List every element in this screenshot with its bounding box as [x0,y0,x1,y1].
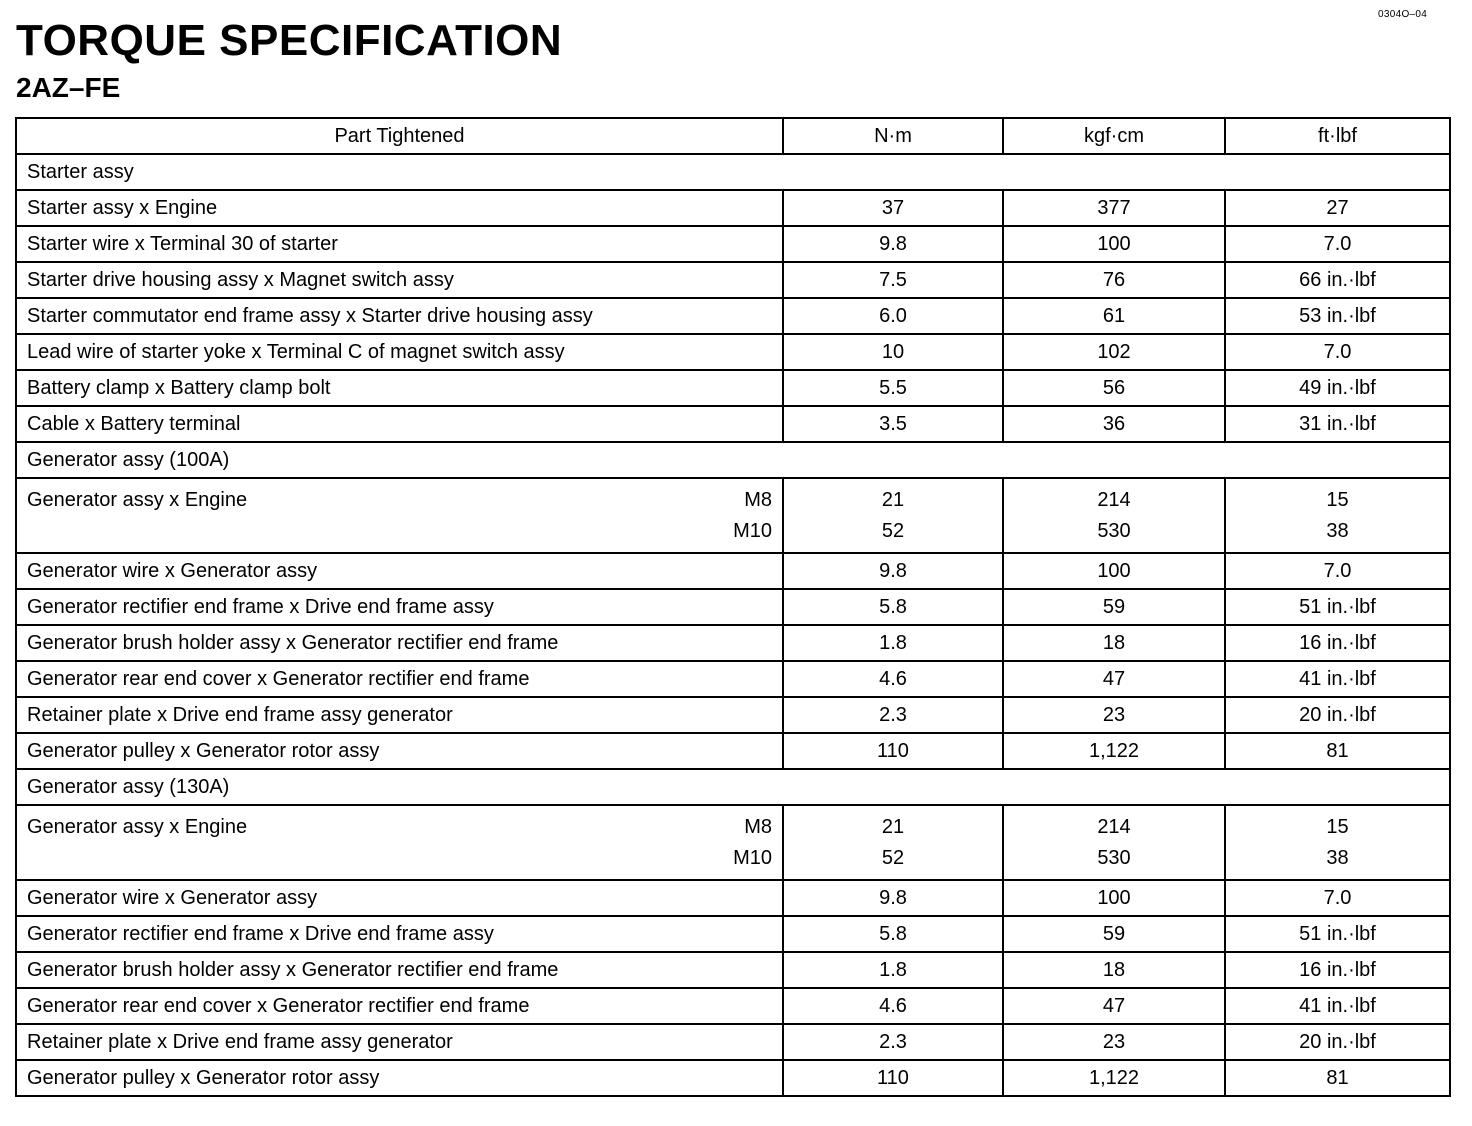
kgf-value: 102 [1003,334,1225,370]
section-row [16,769,1450,805]
ft-value: 38 [1326,519,1349,542]
kgf-value: 214 [1097,815,1131,838]
kgf-value: 18 [1003,625,1225,661]
ft-value: 41 in.·lbf [1225,661,1450,697]
part-name: Retainer plate x Drive end frame assy generator [16,697,783,733]
nm-value: 110 [783,1060,1003,1096]
ft-value: 38 [1326,846,1349,869]
table-row [16,805,1450,880]
section-row [16,442,1450,478]
ft-value: 31 in.·lbf [1225,406,1450,442]
part-name: Battery clamp x Battery clamp bolt [16,370,783,406]
part-name: Generator assy x Engine [27,815,248,838]
kgf-value: 23 [1003,697,1225,733]
nm-value: 3.5 [783,406,1003,442]
section-title: Generator assy (130A) [16,769,1450,805]
part-name: Starter commutator end frame assy x Starter drive housing assy [16,298,783,334]
kgf-value: 56 [1003,370,1225,406]
table-row [16,625,1450,661]
part-with-sizes [27,812,772,874]
ft-value: 81 [1225,733,1450,769]
part-name: Generator brush holder assy x Generator rectifier end frame [16,952,783,988]
ft-value: 7.0 [1225,226,1450,262]
table-row [16,478,1450,553]
kgf-cell [1003,478,1225,553]
kgf-value: 47 [1003,661,1225,697]
nm-value: 37 [783,190,1003,226]
table-row [16,952,1450,988]
nm-value: 52 [881,846,905,869]
header-kgf-cm: kgf·cm [1003,118,1225,154]
ft-value: 16 in.·lbf [1225,952,1450,988]
nm-value: 110 [783,733,1003,769]
ft-value: 15 [1326,488,1349,511]
page-title: TORQUE SPECIFICATION [16,16,563,65]
table-row [16,988,1450,1024]
nm-value: 1.8 [783,625,1003,661]
part-with-sizes [27,485,772,547]
ft-value: 15 [1326,815,1349,838]
ft-value: 51 in.·lbf [1225,589,1450,625]
table-row [16,226,1450,262]
table-row [16,916,1450,952]
table-body [16,154,1450,1096]
part-name: Starter assy x Engine [16,190,783,226]
nm-value: 6.0 [783,298,1003,334]
nm-values [794,812,992,874]
ft-value: 20 in.·lbf [1225,697,1450,733]
table-row [16,589,1450,625]
nm-value: 7.5 [783,262,1003,298]
table-header-row [16,118,1450,154]
table-row [16,553,1450,589]
nm-value: 4.6 [783,661,1003,697]
table-row [16,733,1450,769]
ft-value: 81 [1225,1060,1450,1096]
ft-values [1236,485,1439,547]
kgf-values [1014,485,1214,547]
ft-value: 53 in.·lbf [1225,298,1450,334]
kgf-value: 59 [1003,589,1225,625]
kgf-value: 214 [1097,488,1131,511]
kgf-value: 76 [1003,262,1225,298]
kgf-values [1014,812,1214,874]
part-cell [16,478,783,553]
bolt-sizes [733,812,772,874]
kgf-value: 36 [1003,406,1225,442]
ft-value: 66 in.·lbf [1225,262,1450,298]
ft-value: 49 in.·lbf [1225,370,1450,406]
header-ft-lbf: ft·lbf [1225,118,1450,154]
table-row [16,697,1450,733]
part-name: Generator pulley x Generator rotor assy [16,733,783,769]
table-row [16,262,1450,298]
ft-values [1236,812,1439,874]
part-name: Starter drive housing assy x Magnet switch assy [16,262,783,298]
kgf-value: 61 [1003,298,1225,334]
nm-value: 2.3 [783,697,1003,733]
nm-value: 5.5 [783,370,1003,406]
kgf-value: 1,122 [1003,1060,1225,1096]
part-name: Generator brush holder assy x Generator rectifier end frame [16,625,783,661]
ft-value: 20 in.·lbf [1225,1024,1450,1060]
nm-value: 4.6 [783,988,1003,1024]
part-name: Generator rear end cover x Generator rectifier end frame [16,988,783,1024]
nm-value: 21 [881,815,905,838]
table-row [16,880,1450,916]
part-name: Generator wire x Generator assy [16,553,783,589]
table-row [16,370,1450,406]
part-name: Retainer plate x Drive end frame assy generator [16,1024,783,1060]
nm-value: 5.8 [783,916,1003,952]
nm-value: 1.8 [783,952,1003,988]
kgf-value: 1,122 [1003,733,1225,769]
kgf-value: 530 [1097,846,1131,869]
nm-values [794,485,992,547]
bolt-size: M10 [733,519,772,542]
bolt-size: M8 [744,815,772,838]
nm-value: 5.8 [783,589,1003,625]
part-name: Lead wire of starter yoke x Terminal C of magnet switch assy [16,334,783,370]
table-row [16,1060,1450,1096]
ft-cell [1225,478,1450,553]
kgf-value: 59 [1003,916,1225,952]
ft-value: 7.0 [1225,880,1450,916]
nm-value: 9.8 [783,226,1003,262]
kgf-value: 100 [1003,880,1225,916]
ft-value: 27 [1225,190,1450,226]
kgf-value: 100 [1003,553,1225,589]
torque-spec-table [15,117,1451,1097]
nm-value: 2.3 [783,1024,1003,1060]
section-row [16,154,1450,190]
ft-value: 41 in.·lbf [1225,988,1450,1024]
part-cell [16,805,783,880]
ft-value: 7.0 [1225,553,1450,589]
part-name: Generator assy x Engine [27,488,248,511]
ft-value: 16 in.·lbf [1225,625,1450,661]
bolt-size: M10 [733,846,772,869]
kgf-value: 530 [1097,519,1131,542]
part-name: Generator rectifier end frame x Drive end frame assy [16,916,783,952]
table-row [16,661,1450,697]
part-name: Generator wire x Generator assy [16,880,783,916]
header-part-tightened: Part Tightened [16,118,783,154]
table-row [16,334,1450,370]
ft-value: 7.0 [1225,334,1450,370]
part-name: Generator pulley x Generator rotor assy [16,1060,783,1096]
document-code: 0304O–04 [1378,9,1428,20]
part-name: Generator rear end cover x Generator rectifier end frame [16,661,783,697]
nm-value: 9.8 [783,553,1003,589]
ft-cell [1225,805,1450,880]
nm-value: 52 [881,519,905,542]
header-nm: N·m [783,118,1003,154]
bolt-size: M8 [744,488,772,511]
part-name: Generator rectifier end frame x Drive end frame assy [16,589,783,625]
kgf-value: 23 [1003,1024,1225,1060]
nm-value: 10 [783,334,1003,370]
kgf-cell [1003,805,1225,880]
ft-value: 51 in.·lbf [1225,916,1450,952]
nm-cell [783,478,1003,553]
table-row [16,298,1450,334]
kgf-value: 18 [1003,952,1225,988]
engine-subtitle: 2AZ–FE [16,72,121,103]
section-title: Generator assy (100A) [16,442,1450,478]
nm-value: 9.8 [783,880,1003,916]
part-name: Cable x Battery terminal [16,406,783,442]
table-row [16,190,1450,226]
table-row [16,406,1450,442]
section-title: Starter assy [16,154,1450,190]
bolt-sizes [733,485,772,547]
kgf-value: 100 [1003,226,1225,262]
table-row [16,1024,1450,1060]
nm-value: 21 [881,488,905,511]
nm-cell [783,805,1003,880]
kgf-value: 47 [1003,988,1225,1024]
part-name: Starter wire x Terminal 30 of starter [16,226,783,262]
kgf-value: 377 [1003,190,1225,226]
